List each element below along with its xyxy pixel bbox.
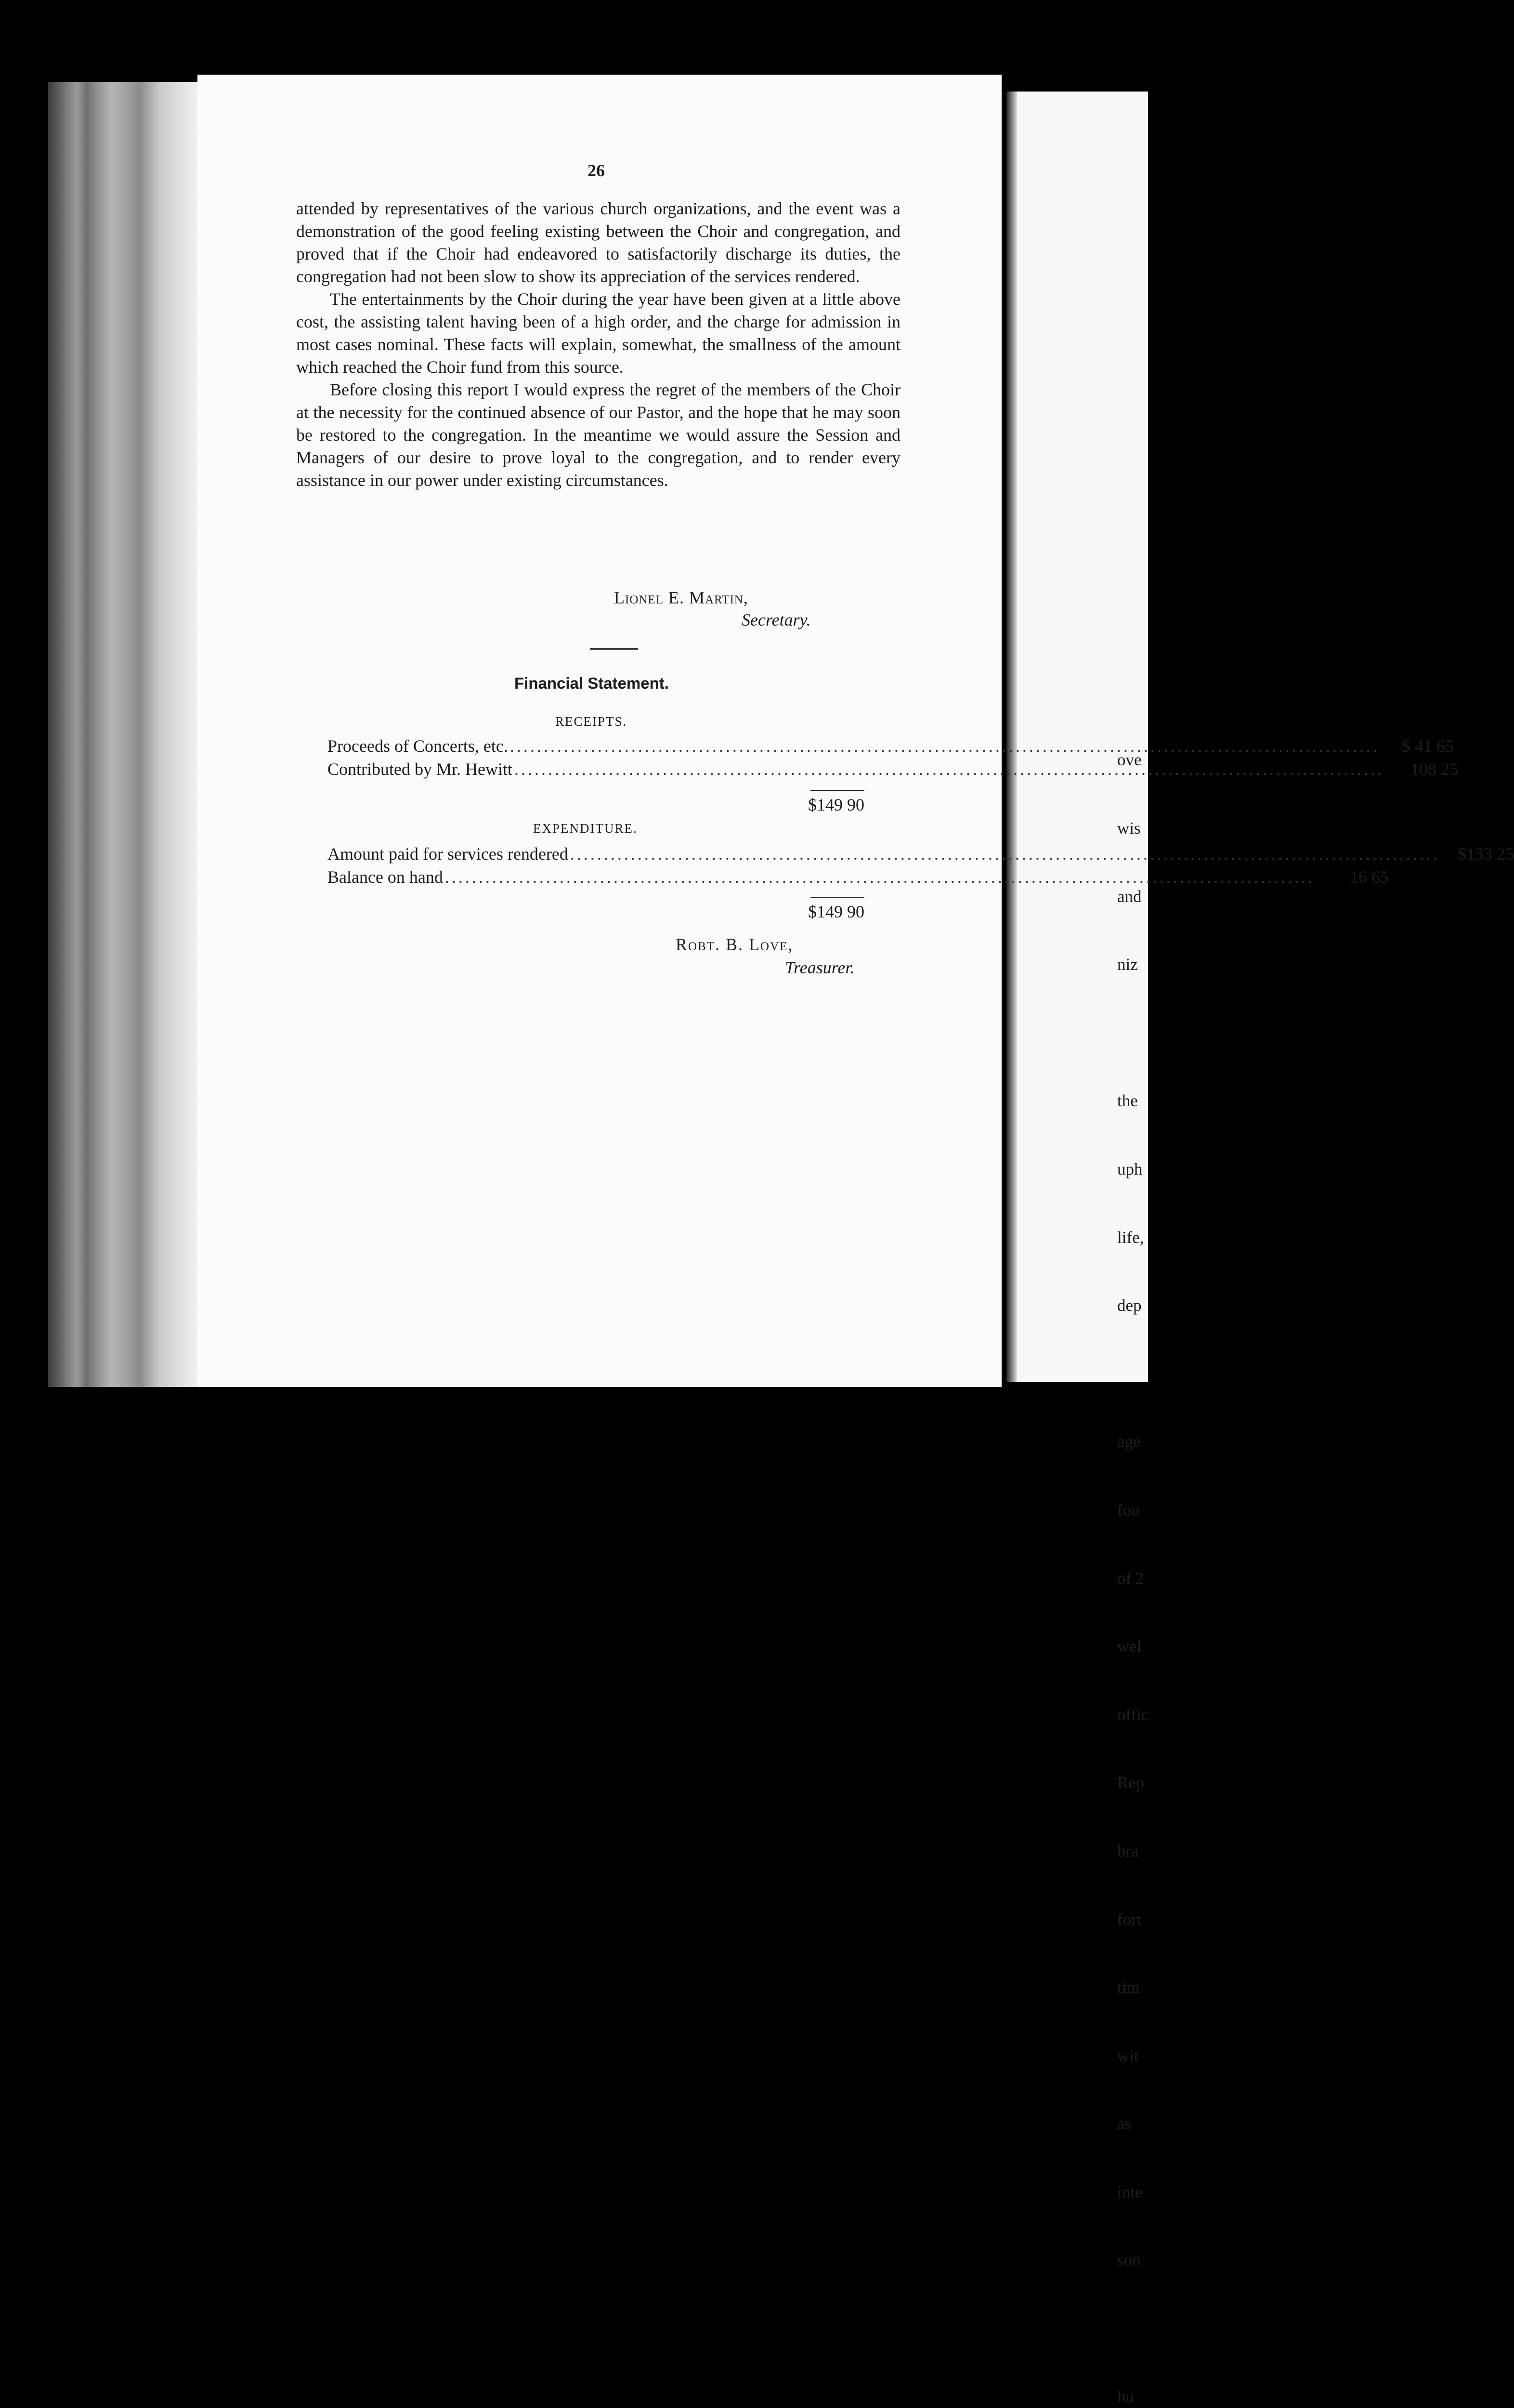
- facing-line: fou: [1117, 1500, 1140, 1519]
- facing-line: wis: [1117, 819, 1141, 838]
- facing-line: life,: [1117, 1228, 1144, 1247]
- facing-line: [1117, 1021, 1149, 1044]
- facing-line: hu: [1117, 2387, 1134, 2406]
- ledger-amount: 108 25: [1410, 759, 1458, 779]
- facing-line: son: [1117, 2251, 1141, 2270]
- page-number: 26: [587, 161, 605, 180]
- ledger-row: [327, 867, 1389, 890]
- facing-line: bra: [1117, 1841, 1139, 1860]
- facing-line: [1117, 2317, 1149, 2340]
- facing-line: wit: [1117, 2046, 1139, 2065]
- ledger-label: Balance on hand: [327, 867, 443, 887]
- leader-dots: [443, 867, 1317, 887]
- paragraph: attended by representatives of the various church organizations, and the event was a demonstration of the good feeling existing between the Choir and congregation, and proved that if the Choir had endeavored to satisfactorily discharge its duties, the congregation had not been slow to show its appreciation of the services rendered.: [296, 199, 901, 286]
- ledger-row: [327, 844, 1514, 867]
- facing-line: [1117, 1362, 1149, 1385]
- financial-statement-heading: Financial Statement.: [514, 674, 669, 692]
- facing-page-text: [1117, 703, 1149, 2408]
- facing-line: offic: [1117, 1705, 1149, 1724]
- facing-line: age: [1117, 1432, 1141, 1452]
- facing-line: wel: [1117, 1637, 1142, 1656]
- secretary-name: Lionel E. Martin,: [614, 588, 748, 607]
- facing-line: Rep: [1117, 1773, 1145, 1793]
- ledger-amount: $133 25: [1457, 844, 1514, 864]
- ledger-label: Contributed by Mr. Hewitt: [327, 759, 512, 779]
- ledger-amount: 16 65: [1349, 867, 1389, 887]
- facing-line: tim: [1117, 1978, 1140, 1997]
- facing-line: uph: [1117, 1159, 1143, 1178]
- facing-line: as: [1117, 2114, 1132, 2133]
- ledger-amount: $ 41 65: [1401, 736, 1454, 756]
- paragraph: Before closing this report I would express the regret of the members of the Choir at the necessity for the continued absence of our Pastor, and the hope that he may soon be restored to the congregation. In the meantime we would assure the Session and Managers of our desire to prove loyal to the congregation, and to render every assistance in our power under existing circumstances.: [296, 380, 901, 490]
- facing-line: dep: [1117, 1296, 1142, 1315]
- section-divider: [590, 648, 638, 650]
- treasurer-name: Robt. B. Love,: [676, 935, 794, 954]
- facing-line: of 2: [1117, 1569, 1144, 1588]
- ledger-label: Amount paid for services rendered: [327, 844, 568, 864]
- ledger-label: Proceeds of Concerts, etc.: [327, 736, 508, 756]
- book-page-edges: [48, 82, 202, 1387]
- secretary-title: Secretary.: [742, 610, 811, 629]
- receipts-total: $149 90: [808, 795, 864, 814]
- facing-line: niz: [1117, 955, 1138, 974]
- sum-rule: [810, 790, 864, 791]
- facing-line: fort: [1117, 1910, 1142, 1929]
- receipts-heading: RECEIPTS.: [555, 714, 627, 729]
- report-body: [296, 197, 901, 492]
- ledger-row: [327, 736, 1454, 759]
- facing-line: the: [1117, 1091, 1138, 1111]
- expenditure-heading: EXPENDITURE.: [533, 821, 638, 836]
- paragraph: The entertainments by the Choir during the year have been given at a little above cost, the assisting talent having been of a high order, and the charge for admission in most cases nominal. These facts will explain, somewhat, the smallness of the amount which reached the Choir fund from this source.: [296, 289, 901, 377]
- leader-dots: [512, 759, 1386, 779]
- facing-line: ove: [1117, 750, 1142, 770]
- facing-line: and: [1117, 887, 1142, 906]
- sum-rule: [810, 897, 864, 898]
- leader-dots: [508, 736, 1382, 756]
- treasurer-title: Treasurer.: [785, 958, 855, 977]
- expenditure-total: $149 90: [808, 902, 864, 921]
- leader-dots: [568, 844, 1442, 864]
- facing-line: inte: [1117, 2182, 1143, 2201]
